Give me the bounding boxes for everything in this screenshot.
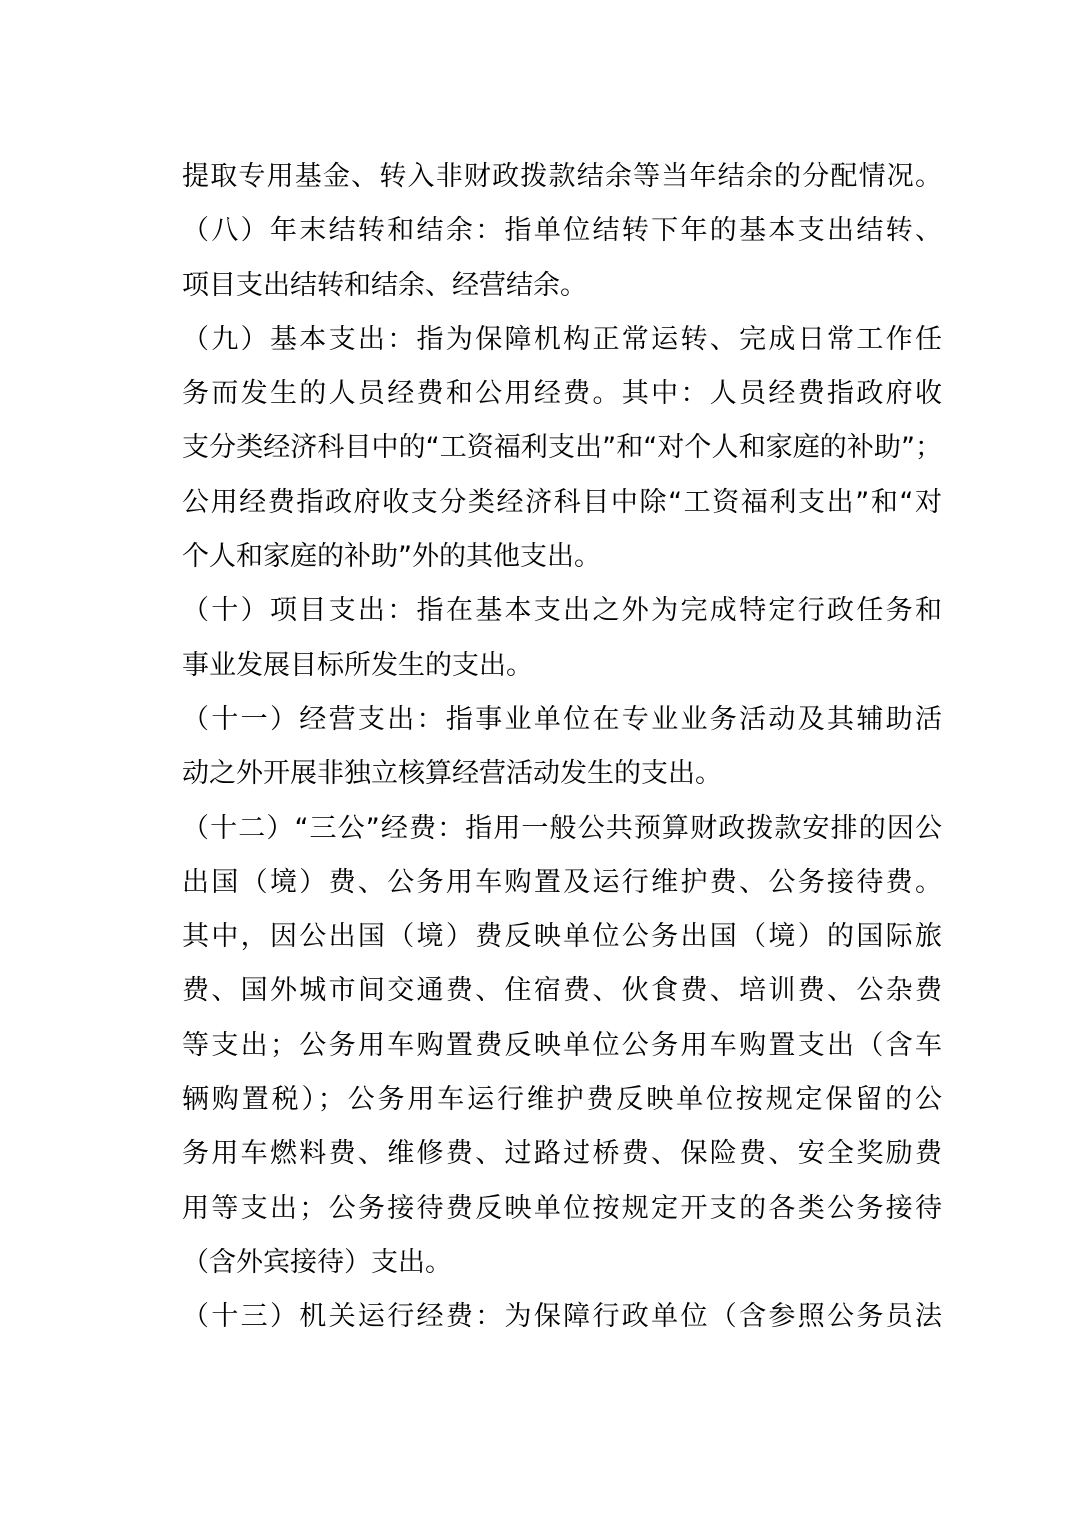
text-line: 等支出；公务用车购置费反映单位公务用车购置支出（含车 [182,1029,942,1061]
text-line: （八）年末结转和结余：指单位结转下年的基本支出结转、 [182,215,942,247]
text-line: 辆购置税）；公务用车运行维护费反映单位按规定保留的公 [182,1084,942,1116]
text-line: 事业发展目标所发生的支出。 [182,649,533,681]
text-line: （九）基本支出：指为保障机构正常运转、完成日常工作任 [182,323,942,355]
text-line: 务而发生的人员经费和公用经费。其中：人员经费指政府收 [182,378,942,410]
text-line: 用等支出；公务接待费反映单位按规定开支的各类公务接待 [182,1192,942,1224]
text-line: （十三）机关运行经费：为保障行政单位（含参照公务员法 [182,1301,942,1333]
text-line: 费、国外城市间交通费、住宿费、伙食费、培训费、公杂费 [182,975,942,1007]
text-line: （十一）经营支出：指事业单位在专业业务活动及其辅助活 [182,703,942,735]
text-line: 动之外开展非独立核算经营活动发生的支出。 [182,758,722,790]
text-line: 公用经费指政府收支分类经济科目中除“工资福利支出”和“对 [182,486,942,518]
body-text [182,150,942,1345]
text-line: 项目支出结转和结余、经营结余。 [182,269,587,301]
text-line: （十）项目支出：指在基本支出之外为完成特定行政任务和 [182,595,942,627]
text-line: 个人和家庭的补助”外的其他支出。 [182,541,601,573]
text-line: 提取专用基金、转入非财政拨款结余等当年结余的分配情况。 [182,161,942,192]
text-line: 其中，因公出国（境）费反映单位公务出国（境）的国际旅 [182,921,942,953]
text-line: （含外宾接待）支出。 [182,1246,452,1278]
text-line: 支分类经济科目中的“工资福利支出”和“对个人和家庭的补助”； [182,432,942,464]
text-line: 出国（境）费、公务用车购置及运行维护费、公务接待费。 [182,866,942,898]
text-line: 务用车燃料费、维修费、过路过桥费、保险费、安全奖励费 [182,1138,942,1170]
text-line: （十二）“三公”经费：指用一般公共预算财政拨款安排的因公 [182,812,942,844]
